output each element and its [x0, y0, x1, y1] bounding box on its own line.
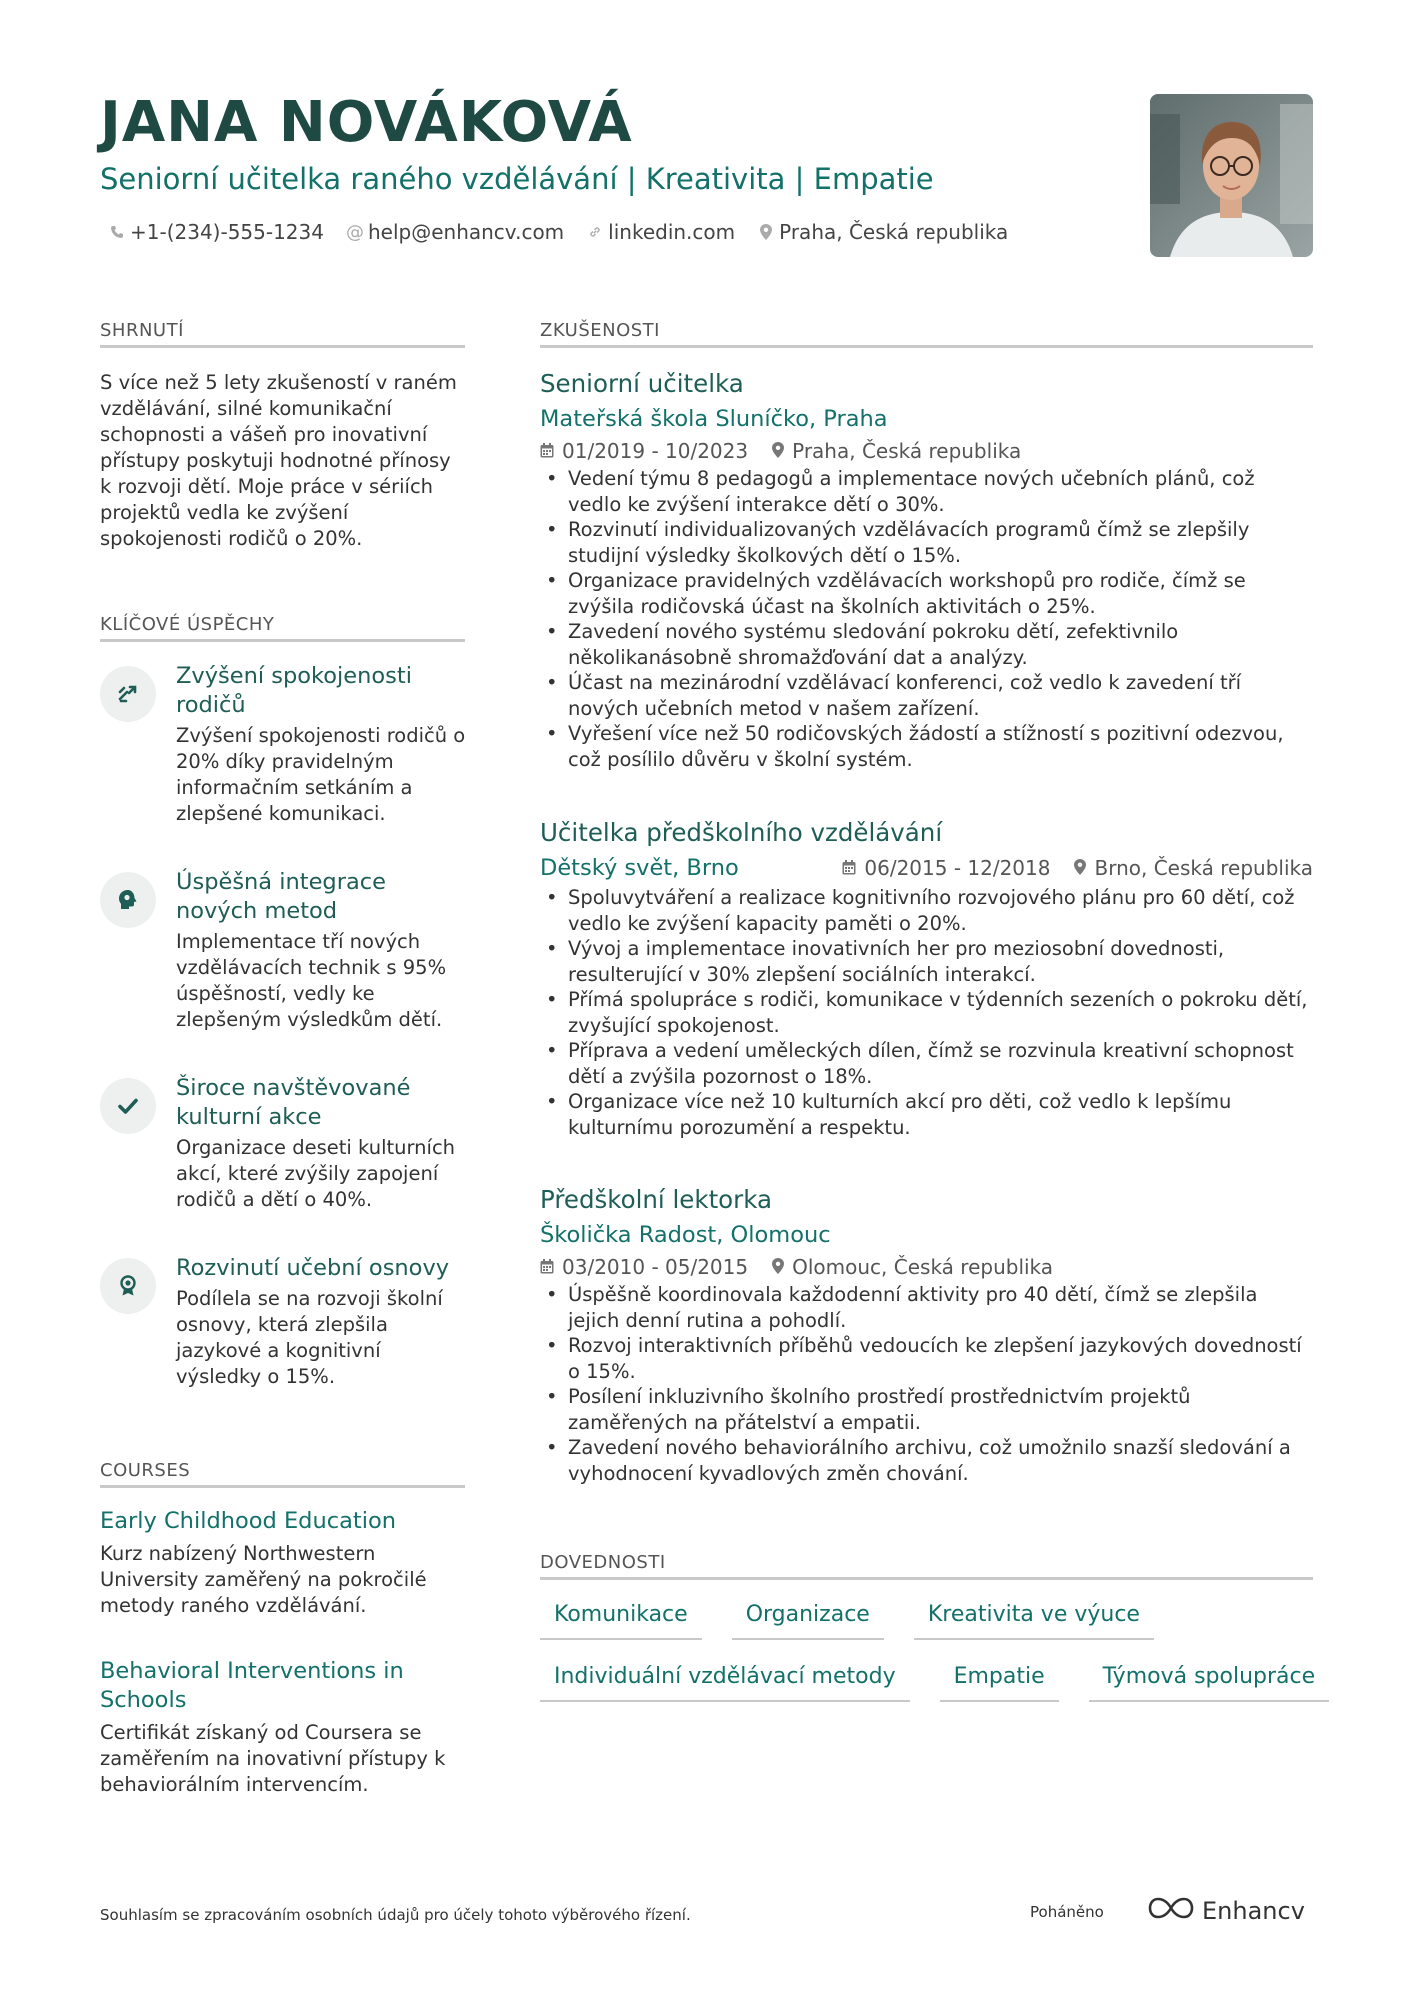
job-entry — [540, 817, 1313, 1140]
infinity-logo-icon — [1148, 1896, 1194, 1926]
profile-photo — [1150, 94, 1313, 257]
skill-tag: Kreativita ve výuce — [914, 1600, 1154, 1640]
consent-note: Souhlasím se zpracováním osobních údajů pro účely tohoto výběrového řízení. — [100, 1906, 691, 1924]
email-text: help@enhancv.com — [367, 220, 565, 244]
achievement-desc: Organizace deseti kulturních akcí, které zvýšily zapojení rodičů a dětí o 40%. — [176, 1136, 456, 1211]
bullet-item: • Zavedení nového systému sledování pokroku dětí, zefektivnilo několikanásobně shromažďování dat a analýzy. — [540, 619, 1313, 670]
experience-heading: ZKUŠENOSTI — [540, 320, 1313, 348]
bullet-item: • Vedení týmu 8 pedagogů a implementace nových učebních plánů, což vedlo ke zvýšení interakce dětí o 30%. — [540, 466, 1313, 517]
job-location: Olomouc, Česká republika — [792, 1255, 1054, 1279]
contact-email[interactable] — [345, 220, 565, 244]
bullet-item: • Úspěšně koordinovala každodenní aktivity pro 40 dětí, čímž se zlepšila jejich denní rutina a pohodlí. — [540, 1282, 1313, 1333]
skills-list — [540, 1600, 1316, 1724]
course-title: Behavioral Interventions in Schools — [100, 1658, 404, 1713]
job-meta — [540, 1254, 1313, 1280]
bullet-item: • Vyřešení více než 50 rodičovských žádostí a stížností s pozitivní odezvou, což posílilo důvěru v školní systém. — [540, 721, 1313, 772]
job-bullets — [540, 466, 1313, 772]
check-icon — [100, 1078, 156, 1134]
map-pin-icon — [759, 224, 773, 240]
skill-tag: Týmová spolupráce — [1089, 1662, 1329, 1702]
phone-text: +1-(234)-555-1234 — [130, 220, 324, 244]
calendar-icon — [540, 1254, 554, 1280]
candidate-name: JANA NOVÁKOVÁ — [100, 90, 633, 155]
achievement-title: Rozvinutí učební osnovy — [176, 1255, 450, 1281]
calendar-icon — [842, 855, 856, 881]
achievement-item — [100, 1074, 470, 1213]
job-title: Předškolní lektorka — [540, 1185, 773, 1214]
job-location: Brno, Česká republika — [1094, 856, 1313, 880]
skill-tag: Organizace — [732, 1600, 884, 1640]
achievement-item — [100, 868, 470, 1033]
skill-tag: Komunikace — [540, 1600, 702, 1640]
job-entry — [540, 368, 1313, 772]
summary-text: S více než 5 lety zkušeností v raném vzdělávání, silné komunikační schopnosti a vášeň pro inovativní přístupy poskytuji hodnotné přínosy k rozvoji dětí. Moje práce v sériích projektů vedla ke zvýšení spokojenosti rodičů o 20%. — [100, 371, 457, 550]
map-pin-icon — [772, 1254, 784, 1280]
achievements-heading: KLÍČOVÉ ÚSPĚCHY — [100, 614, 465, 642]
job-dates: 03/2010 - 05/2015 — [562, 1255, 749, 1279]
linkedin-text: linkedin.com — [608, 220, 736, 244]
job-dates: 06/2015 - 12/2018 — [864, 856, 1051, 880]
headline: Seniorní učitelka raného vzdělávání | Kreativita | Empatie — [100, 162, 934, 196]
bullet-item: • Spoluvytváření a realizace kognitivního rozvojového plánu pro 60 dětí, což vedlo ke zvýšení kapacity paměti o 20%. — [540, 885, 1313, 936]
job-entry — [540, 1184, 1313, 1486]
contact-phone — [110, 220, 324, 244]
achievement-title: Zvýšení spokojenosti rodičů — [176, 663, 412, 718]
calendar-icon — [540, 438, 554, 464]
bullet-item: • Zavedení nového behaviorálního archivu, což umožnilo snazší sledování a vyhodnocení kyvadlových změn chování. — [540, 1435, 1313, 1486]
courses-heading: COURSES — [100, 1460, 465, 1488]
link-icon — [588, 224, 602, 240]
bullet-item: • Organizace více než 10 kulturních akcí pro děti, což vedlo k lepšímu kulturnímu porozumění a respektu. — [540, 1089, 1313, 1140]
course-title: Early Childhood Education — [100, 1508, 396, 1534]
bullet-item: • Rozvoj interaktivních příběhů vedoucích ke zlepšení jazykových dovedností o 15%. — [540, 1333, 1313, 1384]
bullet-item: • Vývoj a implementace inovativních her pro meziosobní dovednosti, resulterující v 30% zlepšení sociálních interakcí. — [540, 936, 1313, 987]
at-icon: @ — [345, 221, 364, 243]
achievement-desc: Implementace tří nových vzdělávacích technik s 95% úspěšností, vedly ke zlepšeným výsledkům dětí. — [176, 930, 447, 1031]
course-item — [100, 1507, 465, 1619]
powered-by-label: Poháněno — [1030, 1903, 1104, 1921]
achievement-desc: Podílela se na rozvoji školní osnovy, která zlepšila jazykové a kognitivní výsledky o 15%. — [176, 1287, 443, 1388]
bullet-item: • Rozvinutí individualizovaných vzdělávacích programů čímž se zlepšily studijní výsledky školkových dětí o 15%. — [540, 517, 1313, 568]
course-item — [100, 1657, 465, 1798]
bullet-item: • Příprava a vedení uměleckých dílen, čímž se rozvinula kreativní schopnost dětí a zvýšila pozornost o 18%. — [540, 1038, 1313, 1089]
award-ribbon-icon — [100, 1258, 156, 1314]
job-company: Mateřská škola Sluníčko, Praha — [540, 406, 888, 432]
achievement-item — [100, 1254, 470, 1390]
contact-location — [759, 220, 1008, 244]
hand-pointer-icon — [100, 666, 156, 722]
job-company: Dětský svět, Brno — [540, 855, 739, 881]
job-title: Učitelka předškolního vzdělávání — [540, 818, 943, 847]
brain-head-icon — [100, 872, 156, 928]
map-pin-icon — [1074, 855, 1086, 881]
achievement-item — [100, 662, 470, 827]
contact-bar — [110, 220, 1008, 244]
skill-tag: Individuální vzdělávací metody — [540, 1662, 910, 1702]
bullet-item: • Posílení inkluzivního školního prostředí prostřednictvím projektů zaměřených na přátelství a empatii. — [540, 1384, 1313, 1435]
job-bullets — [540, 885, 1313, 1140]
bullet-item: • Přímá spolupráce s rodiči, komunikace v týdenních sezeních o pokroku dětí, zvyšující spokojenost. — [540, 987, 1313, 1038]
achievement-title: Úspěšná integrace nových metod — [176, 869, 386, 924]
job-dates: 01/2019 - 10/2023 — [562, 439, 749, 463]
enhancv-logo[interactable] — [1148, 1896, 1305, 1926]
skills-heading: DOVEDNOSTI — [540, 1552, 1313, 1580]
job-company: Školička Radost, Olomouc — [540, 1222, 831, 1248]
course-desc: Kurz nabízený Northwestern University zaměřený na pokročilé metody raného vzdělávání. — [100, 1542, 427, 1617]
contact-linkedin[interactable] — [588, 220, 735, 244]
brand-name: Enhancv — [1202, 1897, 1305, 1925]
summary-heading: SHRNUTÍ — [100, 320, 465, 348]
course-desc: Certifikát získaný od Coursera se zaměřením na inovativní přístupy k behaviorálním intervencím. — [100, 1721, 446, 1796]
map-pin-icon — [772, 438, 784, 464]
location-text: Praha, Česká republika — [779, 220, 1009, 244]
phone-icon — [110, 224, 124, 240]
job-meta — [842, 855, 1313, 881]
achievement-desc: Zvýšení spokojenosti rodičů o 20% díky pravidelným informačním setkáním a zlepšené komunikaci. — [176, 724, 466, 825]
job-title: Seniorní učitelka — [540, 369, 744, 398]
job-meta — [540, 438, 1313, 464]
achievement-title: Široce navštěvované kulturní akce — [176, 1075, 411, 1130]
job-location: Praha, Česká republika — [792, 439, 1022, 463]
job-bullets — [540, 1282, 1313, 1486]
skill-tag: Empatie — [940, 1662, 1059, 1702]
bullet-item: • Účast na mezinárodní vzdělávací konferenci, což vedlo k zavedení tří nových učebních metod v našem zařízení. — [540, 670, 1313, 721]
bullet-item: • Organizace pravidelných vzdělávacích workshopů pro rodiče, čímž se zvýšila rodičovská účast na školních aktivitách o 25%. — [540, 568, 1313, 619]
